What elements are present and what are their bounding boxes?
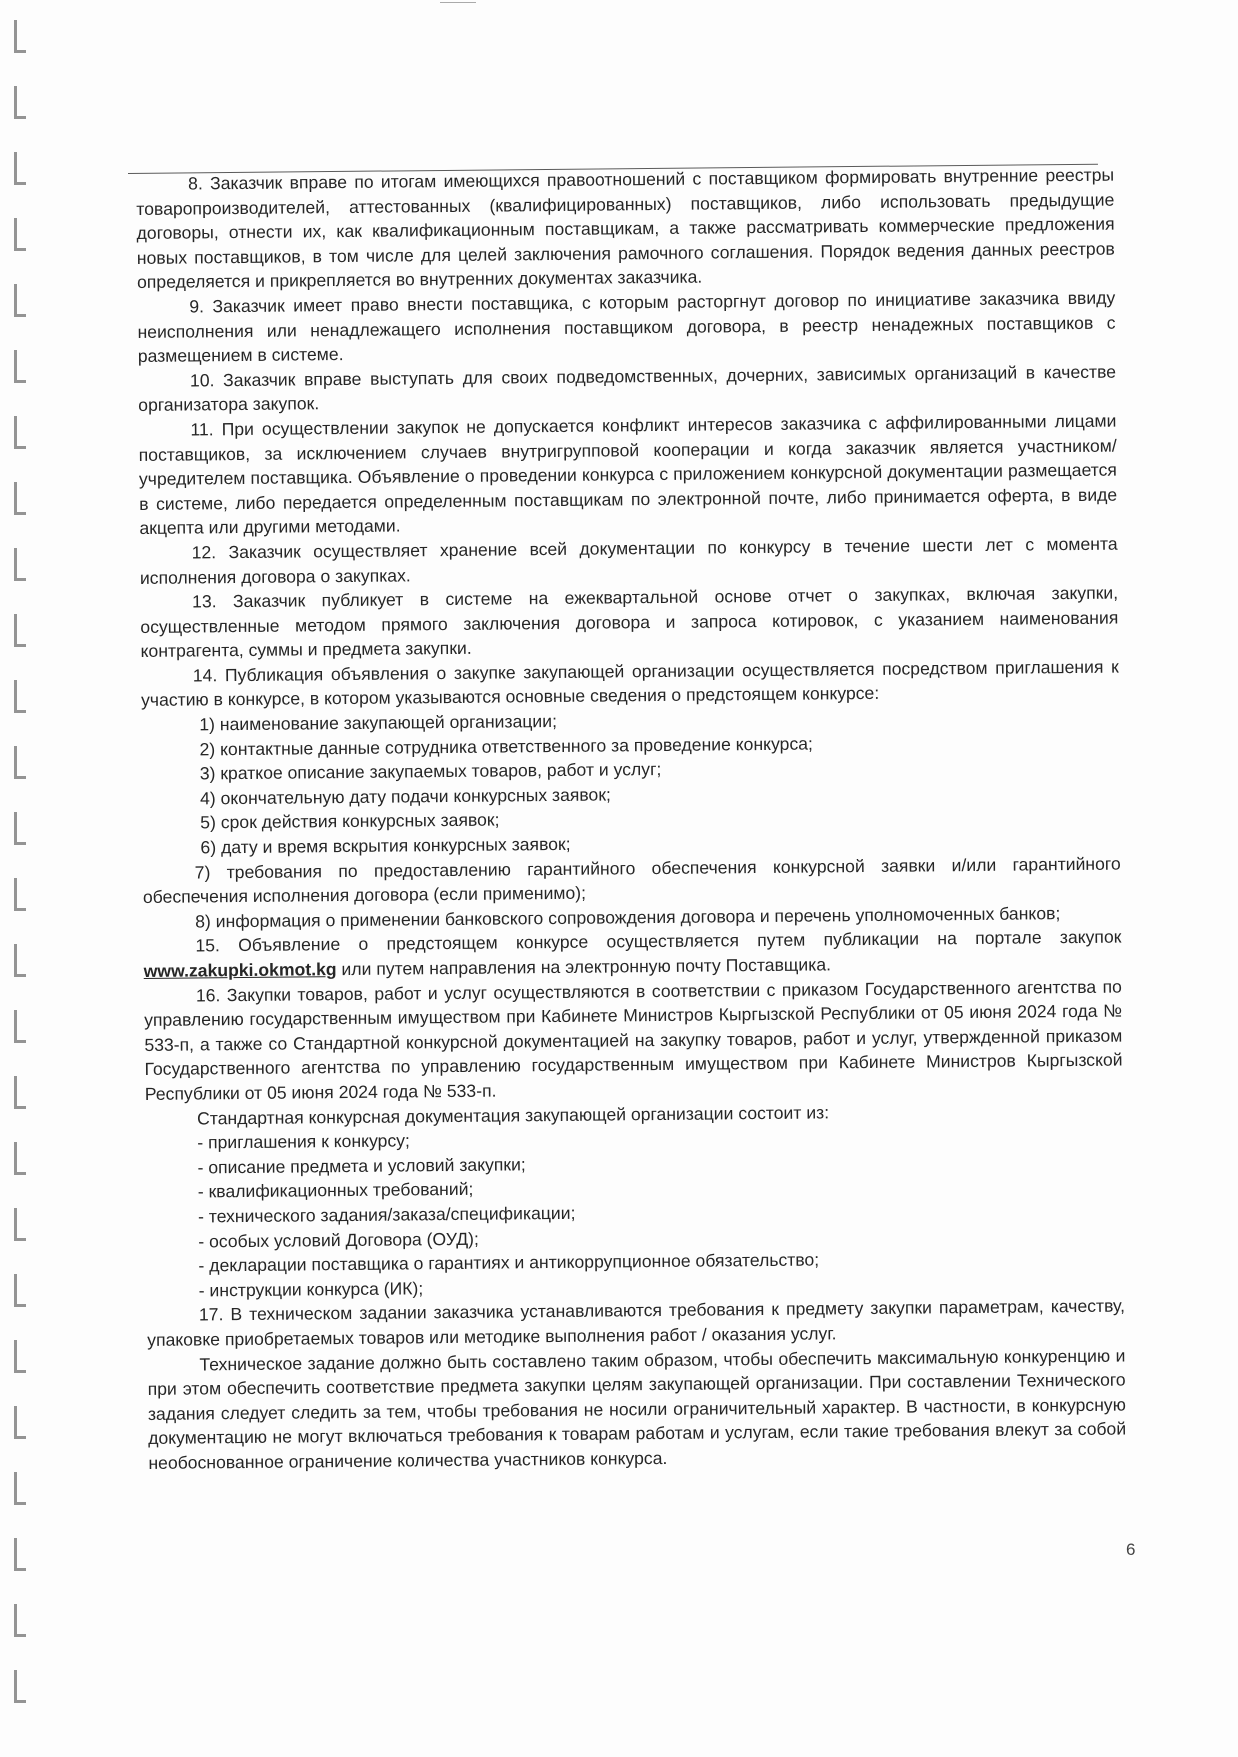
scan-top-mark [440,2,476,3]
list-item: - особых условий Договора (ОУД); [198,1228,479,1251]
binder-mark [14,1538,26,1571]
binder-mark [14,20,26,53]
binder-mark [14,218,26,251]
list-item: - приглашения к конкурсу; [197,1130,410,1153]
binder-mark [14,1274,26,1307]
paragraph-15-text: 15. Объявление о предстоящем конкурсе осуществляется путем публикации на портале закупок [195,926,1122,956]
list-item: 6) дату и время вскрытия конкурсных заявок; [200,833,571,858]
binder-mark [14,1142,26,1175]
std-doc-list [145,1122,1125,1304]
binder-mark [14,416,26,449]
list-item: 4) окончательную дату подачи конкурсных заявок; [199,784,611,809]
binder-mark [14,680,26,713]
portal-link[interactable]: www.zakupki.okmot.kg [143,959,337,981]
binder-mark [14,1010,26,1043]
binder-mark [14,746,26,779]
paragraph-14: 14. Публикация объявления о закупке закупающей организации осуществляется посредством приглашения к участию в конкурсе, в котором указываются основные сведения о предстоящем конкурсе: [140,656,1119,711]
list-item: 8) информация о применении банковского сопровождения договора и перечень уполномоченных банков; [195,902,1061,932]
paragraph-15-tail: или путем направления на электронную почту Поставщика. [336,954,832,980]
paragraph-8: 8. Заказчик вправе по итогам имеющихся правоотношений с поставщиком формировать внутренние реестры товаропроизводителей, аттестованных (квалифицированных) поставщиков, либо использовать предыдущие договоры, отнести их, как квалификационным поставщикам, а также рассматривать коммерческие предложения новых поставщиков, в том числе для целей заключения рамочного соглашения. Порядок ведения данных реестров определяется и прикрепляется во внутренних документах заказчика. [136,164,1115,293]
binder-mark [14,1604,26,1637]
document-body [136,163,1126,1476]
binder-mark [14,812,26,845]
paragraph-17: 17. В техническом задании заказчика устанавливаются требования к предмету закупки параметрам, качеству, упаковке приобретаемых товаров или методике выполнения работ / оказания услуг. [147,1295,1126,1350]
paragraph-tech-spec: Техническое задание должно быть составлено таким образом, чтобы обеспечить максимальную конкуренцию и при этом обеспечить соответствие предмета закупки целям закупающей организации. При составлении Технического задания следует следить за тем, чтобы требования не носили ограничительный характер. В частности, в конкурсную документацию не могут включаться требования к товарам работам и услугам, если такие требования влекут за собой необоснованное ограничение количества участников конкурса. [147,1345,1127,1473]
binder-mark [14,878,26,911]
std-doc-intro: Стандартная конкурсная документация закупающей организации состоит из: [196,1101,830,1129]
binder-mark [14,1208,26,1241]
list-item: - декларации поставщика о гарантиях и антикоррупционное обязательство; [198,1249,820,1276]
list-item: 3) краткое описание закупаемых товаров, работ и услуг; [199,759,662,784]
binder-mark [14,1406,26,1439]
binder-mark [14,482,26,515]
list-item: 7) требования по предоставлению гарантийного обеспечения конкурсной заявки и/или гарантийного обеспечения исполнения договора (если применимо); [142,853,1121,908]
list-item: - квалификационных требований; [197,1179,474,1202]
binder-mark [14,86,26,119]
binder-mark [14,548,26,581]
binder-mark [14,1472,26,1505]
binder-mark [14,1076,26,1109]
paragraph-9: 9. Заказчик имеет право внести поставщика, с которым расторгнут договор по инициативе заказчика ввиду неисполнения или ненадлежащего исполнения поставщиком договора, в реестр ненадежных поставщиков с размещением в системе. [137,287,1116,367]
binder-mark [14,152,26,185]
binder-mark [14,614,26,647]
list-item: 1) наименование закупающей организации; [199,711,558,735]
list-item: 2) контактные данные сотрудника ответственного за проведение конкурса; [199,733,813,760]
paragraph-list [136,163,1121,935]
list-item: - технического задания/заказа/спецификации; [197,1202,576,1227]
paragraph-12: 12. Заказчик осуществляет хранение всей документации по конкурсу в течение шести лет с момента исполнения договора о закупках. [139,533,1118,588]
list-item: - описание предмета и условий закупки; [197,1154,526,1178]
paragraph-16: 16. Закупки товаров, работ и услуг осуществляются в соответствии с приказом Государственного агентства по управлению государственным имуществом при Кабинете Министров Кыргызской Республики от 05 июня 2024 года № 533-п, а также со Стандартной конкурсной документацией на закупку товаров, работ и услуг, утвержденной приказом Государственного агентства по управлению государственным имуществом при Кабинете Министров Кыргызской Республики от 05 июня 2024 года № 533-п. [144,976,1123,1104]
paragraph-10: 10. Заказчик вправе выступать для своих подведомственных, дочерних, зависимых организаций в качестве организатора закупок. [138,361,1117,416]
binder-mark [14,1340,26,1373]
paragraph-13: 13. Заказчик публикует в системе на ежеквартальной основе отчет о закупках, включая закупки, осуществленные методом прямого заключения договора и запроса котировок, с указанием наименования контрагента, суммы и предмета закупки. [140,582,1119,662]
binder-mark [14,350,26,383]
paragraph-11: 11. При осуществлении закупок не допускается конфликт интересов заказчика с аффилированными лицами поставщиков, за исключением случаев внутригрупповой кооперации и когда заказчик является участником/учредителем поставщика. Объявление о проведении конкурса с приложением конкурсной документации размещается в системе, либо передается определенным поставщикам по электронной почте, либо принимается оферта, в виде акцепта или другими методами. [138,410,1118,539]
list-item: - инструкции конкурса (ИК); [198,1278,424,1301]
binder-mark [14,284,26,317]
binder-mark [14,1670,26,1703]
page-number: 6 [1126,1540,1136,1559]
list-item: 5) срок действия конкурсных заявок; [200,809,500,833]
binder-mark [14,944,26,977]
binder-holes [14,20,34,1740]
